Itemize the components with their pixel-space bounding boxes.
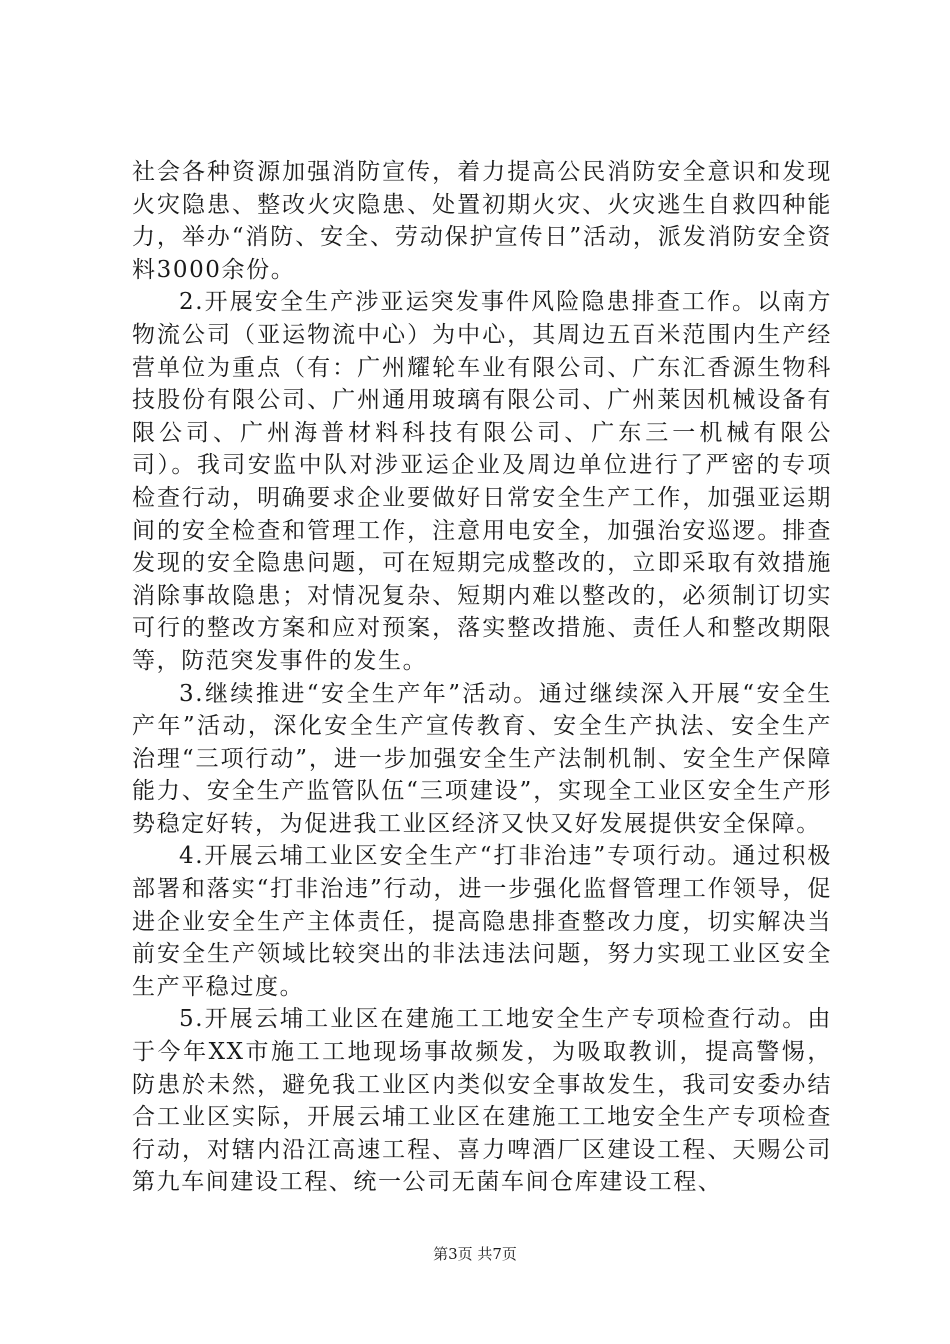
body-text (132, 156, 832, 1199)
page-footer (0, 1243, 950, 1264)
paragraph-3: 3.继续推进“安全生产年”活动。通过继续深入开展“安全生产年”活动，深化安全生产宣传教育、安全生产执法、安全生产治理“三项行动”，进一步加强安全生产法制机制、安全生产保障能力、安全生产监管队伍“三项建设”，实现全工业区安全生产形势稳定好转，为促进我工业区经济又快又好发展提供安全保障。 (132, 680, 832, 837)
paragraph-5: 5.开展云埔工业区在建施工工地安全生产专项检查行动。由于今年XX市施工工地现场事故频发，为吸取教训，提高警惕，防患於未然，避免我工业区内类似安全事故发生，我司安委办结合工业区实际，开展云埔工业区在建施工工地安全生产专项检查行动，对辖内沿江高速工程、喜力啤酒厂区建设工程、天赐公司第九车间建设工程、统一公司无菌车间仓库建设工程、 (132, 1006, 832, 1196)
paragraph-4: 4.开展云埔工业区安全生产“打非治违”专项行动。通过积极部署和落实“打非治违”行动，进一步强化监督管理工作领导，促进企业安全生产主体责任，提高隐患排查整改力度，切实解决当前安全生产领域比较突出的非法违法问题，努力实现工业区安全生产平稳过度。 (132, 843, 832, 1000)
paragraph-1: 社会各种资源加强消防宣传，着力提高公民消防安全意识和发现火灾隐患、整改火灾隐患、处置初期火灾、火灾逃生自救四种能力，举办“消防、安全、劳动保护宣传日”活动，派发消防安全资料3000余份。 (132, 159, 832, 283)
paragraph-2: 2.开展安全生产涉亚运突发事件风险隐患排查工作。以南方物流公司（亚运物流中心）为中心，其周边五百米范围内生产经营单位为重点（有：广州耀轮车业有限公司、广东汇香源生物科技股份有限公司、广州通用玻璃有限公司、广州莱因机械设备有限公司、广州海普材料科技有限公司、广东三一机械有限公司）。我司安监中队对涉亚运企业及周边单位进行了严密的专项检查行动，明确要求企业要做好日常安全生产工作，加强亚运期间的安全检查和管理工作，注意用电安全，加强治安巡逻。排查发现的安全隐患问题，可在短期完成整改的，立即采取有效措施消除事故隐患；对情况复杂、短期内难以整改的，必须制订切实可行的整改方案和应对预案，落实整改措施、责任人和整改期限等，防范突发事件的发生。 (132, 289, 832, 674)
page-number: 第3页 共7页 (433, 1245, 517, 1263)
